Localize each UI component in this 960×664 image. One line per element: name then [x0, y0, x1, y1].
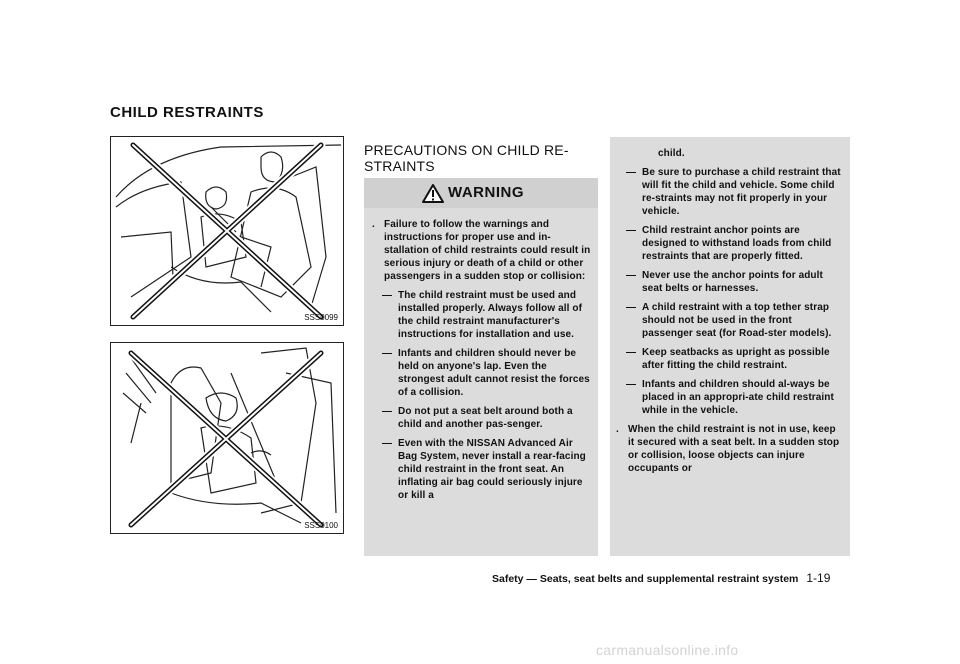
sub-text: Keep seatbacks as upright as possible after fitting the child restraint.: [642, 347, 830, 371]
illustration-lap-held-child: [110, 136, 344, 326]
page-number: 1-19: [806, 571, 831, 585]
precautions-heading: PRECAUTIONS ON CHILD RE- STRAINTS: [364, 142, 569, 174]
figure-code: SSS0100: [304, 521, 338, 530]
list-item: [616, 269, 842, 295]
list-item: [372, 218, 592, 283]
sub-text: Do not put a seat belt around both a child and another pas-senger.: [398, 406, 573, 430]
list-item: [372, 437, 592, 502]
dash-mark: —: [626, 302, 637, 313]
dash-mark: —: [382, 348, 393, 359]
list-item: [616, 301, 842, 340]
figure-code: SSS0099: [304, 313, 338, 322]
dash-mark: —: [626, 270, 637, 281]
warning-header: [364, 178, 598, 208]
lap-held-child-drawing: [111, 137, 343, 325]
dash-mark: —: [382, 438, 393, 449]
list-item: [372, 289, 592, 341]
illustration-child-seat-belt: [110, 342, 344, 534]
warning-column-1: [372, 218, 592, 508]
dash-mark: —: [382, 290, 393, 301]
continuation-text: child.: [658, 148, 685, 159]
list-item: [616, 378, 842, 417]
watermark: carmanualsonline.info: [596, 642, 739, 658]
dash-mark: —: [626, 347, 637, 358]
bullet-text: When the child restraint is not in use, keep it secured with a seat belt. In a sudden stop or collision, loose objects can injure occupants or: [628, 424, 840, 474]
bullet-mark: .: [616, 424, 619, 435]
warning-column-2: [616, 147, 842, 481]
footer-text: Safety — Seats, seat belts and supplemental restraint system: [492, 573, 799, 585]
list-item: [372, 347, 592, 399]
dash-mark: —: [626, 379, 637, 390]
list-item: [372, 405, 592, 431]
sub-text: The child restraint must be used and installed properly. Always follow all of the child restraint manufacturer's instructions for installation and use.: [398, 290, 583, 340]
bullet-text: Failure to follow the warnings and instructions for proper use and in-stallation of child restraints could result in serious injury or death of a child or other passengers in a sudden stop or collision:: [384, 219, 591, 282]
sub-text: Infants and children should never be held on anyone's lap. Even the strongest adult cannot resist the forces of a collision.: [398, 348, 590, 398]
list-item: [616, 224, 842, 263]
list-item: [616, 423, 842, 475]
sub-text: Never use the anchor points for adult seat belts or harnesses.: [642, 270, 823, 294]
dash-mark: —: [626, 225, 637, 236]
sub-text: Child restraint anchor points are designed to withstand loads from child restraints that are properly fitted.: [642, 225, 832, 262]
dash-mark: —: [382, 406, 393, 417]
sub-text: Even with the NISSAN Advanced Air Bag System, never install a rear-facing child restraint in the front seat. An inflating air bag could seriously injure or kill a: [398, 438, 586, 501]
section-title: CHILD RESTRAINTS: [110, 104, 264, 121]
list-item: [616, 346, 842, 372]
bullet-mark: .: [372, 219, 375, 230]
sub-text: Be sure to purchase a child restraint that will fit the child and vehicle. Some child re-straints may not fit properly in your vehicle.: [642, 167, 841, 217]
sub-text: A child restraint with a top tether strap should not be used in the front passenger seat (for Road-ster models).: [642, 302, 832, 339]
child-seat-belt-drawing: [111, 343, 343, 533]
dash-mark: —: [626, 167, 637, 178]
sub-text: Infants and children should al-ways be placed in an appropri-ate child restraint while in the vehicle.: [642, 379, 834, 416]
warning-triangle-icon: [422, 184, 444, 203]
page-footer: [492, 571, 830, 585]
list-item: [616, 166, 842, 218]
warning-label: WARNING: [448, 184, 524, 201]
